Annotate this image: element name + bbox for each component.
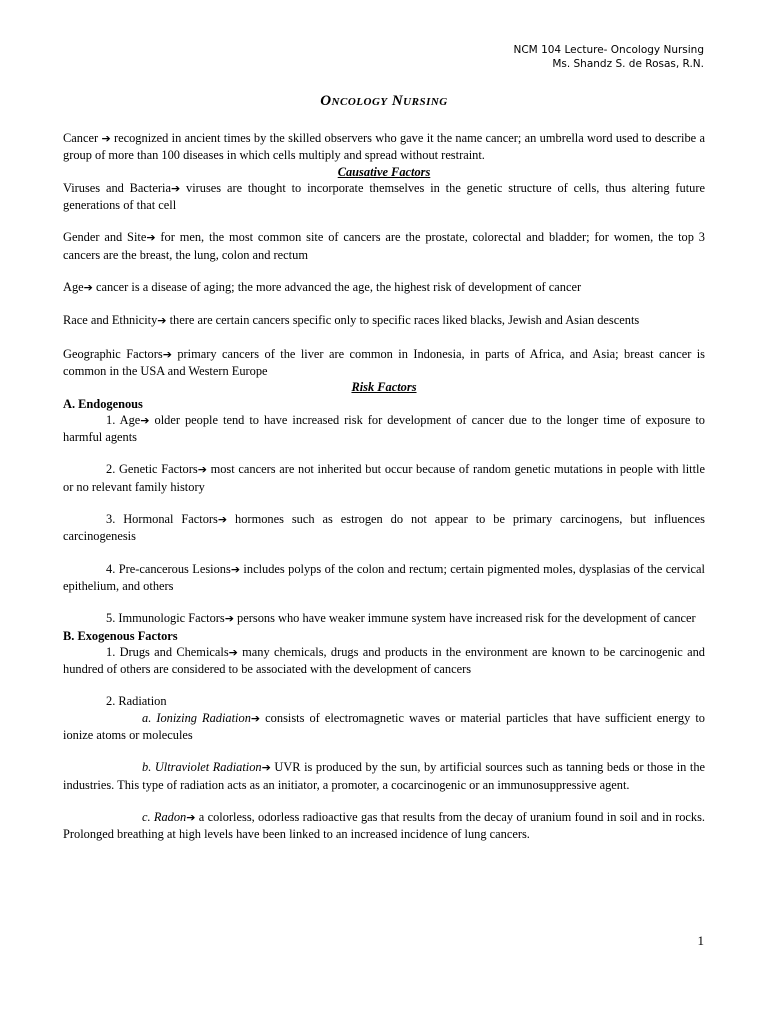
- arrow-icon: ➔: [140, 413, 150, 427]
- radiation-label: 2. Radiation: [106, 694, 167, 709]
- radiation-item: [63, 759, 705, 793]
- arrow-icon: ➔: [217, 513, 228, 527]
- page-number: 1: [697, 933, 704, 948]
- header-author: Ms. Shandz S. de Rosas, R.N.: [552, 58, 704, 70]
- arrow-icon: ➔: [197, 463, 207, 477]
- term: Viruses and Bacteria: [63, 180, 171, 195]
- arrow-icon: ➔: [83, 281, 93, 295]
- endogenous-item: [63, 610, 705, 627]
- definition: viruses are thought to incorporate themselves in the genetic structure of cells, thus altering future generations of that cell: [63, 180, 705, 213]
- definition: many chemicals, drugs and products in the environment are known to be carcinogenic and hundred of others are considered to be associated with the development of cancers: [63, 644, 705, 677]
- arrow-icon: ➔: [261, 761, 271, 775]
- definition: most cancers are not inherited but occur because of random genetic mutations in people with little or no relevant family history: [63, 462, 705, 494]
- arrow-icon: ➔: [101, 132, 111, 145]
- term: 3. Hormonal Factors: [106, 512, 218, 527]
- definition: for men, the most common site of cancers are the prostate, colorectal and bladder; for women, the top 3 cancers are the breast, the lung, colon and rectum: [63, 230, 705, 262]
- term: Race and Ethnicity: [63, 313, 158, 328]
- endogenous-item: [63, 561, 705, 595]
- definition: UVR is produced by the sun, by artificial sources such as tanning beds or those in the industries. This type of radiation acts as an initiator, a promoter, a cocarcinogenic or an immunosuppressive agent.: [63, 760, 706, 792]
- arrow-icon: ➔: [146, 231, 156, 245]
- exogenous-item: [63, 644, 705, 678]
- arrow-icon: ➔: [228, 645, 238, 659]
- causative-item: [63, 180, 705, 214]
- endogenous-heading: A. Endogenous: [63, 396, 143, 411]
- intro-paragraph: [63, 130, 705, 164]
- causative-item: [63, 229, 705, 263]
- arrow-icon: ➔: [162, 347, 172, 361]
- term: 1. Drugs and Chemicals: [106, 644, 229, 659]
- causative-item: [63, 279, 705, 296]
- term: Cancer: [63, 131, 99, 145]
- arrow-icon: ➔: [250, 711, 261, 725]
- term: 4. Pre-cancerous Lesions: [106, 561, 231, 576]
- definition: older people tend to have increased risk for development of cancer due to the longer time of exposure to harmful agents: [63, 412, 705, 445]
- definition: a colorless, odorless radioactive gas that results from the decay of uranium found in soil and in rocks. Prolonged breathing at high levels have been linked to an increased incidence of lung cancers.: [63, 809, 706, 842]
- arrow-icon: ➔: [157, 314, 167, 328]
- radiation-item: [63, 710, 705, 744]
- definition: there are certain cancers specific only to specific races liked blacks, Jewish and Asian descents: [166, 313, 640, 328]
- header-course: NCM 104 Lecture- Oncology Nursing: [513, 44, 704, 56]
- term: Gender and Site: [63, 230, 147, 245]
- radiation-item: [63, 809, 705, 843]
- term: b. Ultraviolet Radiation: [142, 760, 262, 775]
- definition: persons who have weaker immune system have increased risk for the development of cancer: [233, 611, 696, 626]
- risk-factors-heading: Risk Factors: [351, 380, 417, 395]
- term: 1. Age: [106, 412, 141, 427]
- definition: includes polyps of the colon and rectum; certain pigmented moles, dysplasias of the cervical epithelium, and others: [63, 561, 705, 593]
- definition: primary cancers of the liver are common in Indonesia, in parts of Africa, and Asia; breast cancer is common in the USA and Western Europe: [63, 346, 706, 378]
- definition: recognized in ancient times by the skilled observers who gave it the name cancer; an umbrella word used to describe a group of more than 100 diseases in which cells multiply and spread without restraint.: [63, 131, 705, 163]
- endogenous-item: [63, 412, 705, 446]
- term: a. Ionizing Radiation: [142, 710, 251, 725]
- document-title: Oncology Nursing: [320, 93, 448, 109]
- arrow-icon: ➔: [230, 562, 241, 576]
- page-header: [513, 43, 704, 71]
- term: 5. Immunologic Factors: [106, 611, 225, 626]
- definition: consists of electromagnetic waves or material particles that have sufficient energy to ionize atoms or molecules: [63, 710, 705, 743]
- term: c. Radon: [142, 809, 187, 824]
- term: 2. Genetic Factors: [106, 462, 198, 477]
- exogenous-heading: B. Exogenous Factors: [63, 628, 178, 643]
- definition: hormones such as estrogen do not appear to be primary carcinogens, but influences carcinogenesis: [63, 512, 705, 544]
- endogenous-item: [63, 461, 705, 495]
- arrow-icon: ➔: [170, 181, 181, 195]
- causative-item: [63, 346, 705, 380]
- term: Geographic Factors: [63, 346, 163, 361]
- definition: cancer is a disease of aging; the more advanced the age, the highest risk of development of cancer: [92, 280, 582, 295]
- term: Age: [63, 280, 84, 295]
- document-body: [63, 130, 705, 843]
- arrow-icon: ➔: [186, 810, 196, 824]
- endogenous-item: [63, 511, 705, 545]
- causative-factors-heading: Causative Factors: [337, 164, 431, 179]
- arrow-icon: ➔: [224, 612, 234, 626]
- causative-item: [63, 312, 705, 329]
